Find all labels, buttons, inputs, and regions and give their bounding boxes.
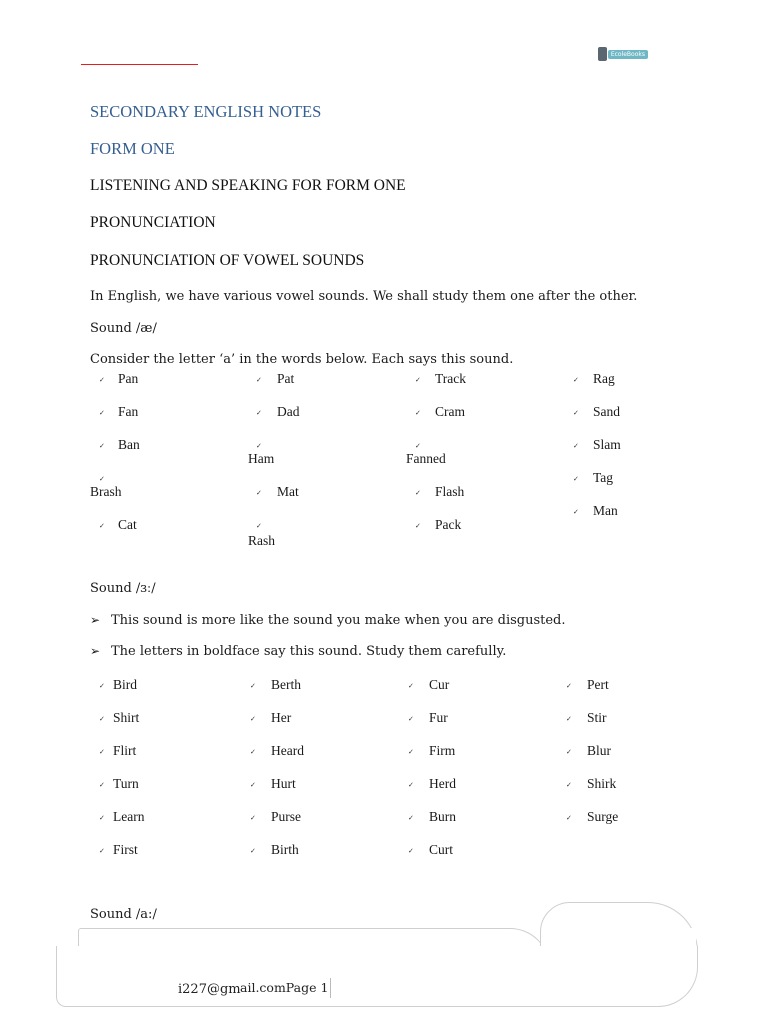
word-item: Cram: [435, 404, 465, 419]
tick-icon: ✓: [573, 442, 579, 450]
word-item: Learn: [113, 809, 145, 824]
page-title: SECONDARY ENGLISH NOTES: [90, 102, 322, 121]
tick-icon: ✓: [566, 682, 572, 690]
sound3-label: Sound /a:/: [90, 907, 157, 922]
word-item: Dad: [277, 404, 300, 419]
word-item: Hurt: [271, 776, 296, 791]
word-item: Fur: [429, 710, 448, 725]
word-item: Purse: [271, 809, 301, 824]
word-item: Heard: [271, 743, 304, 758]
word-item: Brash: [90, 484, 122, 499]
tick-icon: ✓: [99, 748, 105, 756]
tick-icon: ✓: [99, 376, 105, 384]
tick-icon: ✓: [99, 682, 105, 690]
word-item: Herd: [429, 776, 456, 791]
tick-icon: ✓: [408, 715, 414, 723]
tick-icon: ✓: [566, 814, 572, 822]
sound1-label: Sound /æ/: [90, 321, 157, 336]
topic-heading: LISTENING AND SPEAKING FOR FORM ONE: [90, 177, 406, 194]
word-item: Flash: [435, 484, 465, 499]
tick-icon: ✓: [99, 814, 105, 822]
tick-icon: ✓: [573, 475, 579, 483]
word-item: Cat: [118, 517, 137, 532]
arrow-bullet-icon: ➢: [90, 613, 101, 627]
word-item: Berth: [271, 677, 301, 692]
sound2-bullet: The letters in boldface say this sound. Study them carefully.: [111, 644, 507, 659]
sound1-instruction: Consider the letter ‘a’ in the words below. Each says this sound.: [90, 352, 514, 367]
word-item: Pert: [587, 677, 609, 692]
word-item: Shirk: [587, 776, 617, 791]
word-item: Shirt: [113, 710, 140, 725]
word-item: Burn: [429, 809, 456, 824]
form-heading: FORM ONE: [90, 139, 175, 158]
word-item: Ban: [118, 437, 140, 452]
header-red-rule: [81, 64, 198, 65]
word-item: Track: [435, 371, 467, 386]
tick-icon: ✓: [250, 814, 256, 822]
tick-icon: ✓: [573, 376, 579, 384]
tick-icon: ✓: [99, 409, 105, 417]
section-heading: PRONUNCIATION OF VOWEL SOUNDS: [90, 252, 365, 269]
tick-icon: ✓: [250, 781, 256, 789]
tick-icon: ✓: [408, 748, 414, 756]
word-item: Ham: [248, 451, 275, 466]
intro-paragraph: In English, we have various vowel sounds. We shall study them one after the other.: [90, 289, 638, 304]
tick-icon: ✓: [250, 748, 256, 756]
tick-icon: ✓: [256, 522, 262, 530]
word-item: Pack: [435, 517, 462, 532]
word-item: Rash: [248, 533, 275, 548]
word-item: Her: [271, 710, 292, 725]
tick-icon: ✓: [415, 442, 421, 450]
tick-icon: ✓: [256, 489, 262, 497]
tick-icon: ✓: [408, 682, 414, 690]
word-item: Surge: [587, 809, 619, 824]
word-item: Mat: [277, 484, 299, 499]
word-item: Turn: [113, 776, 139, 791]
tick-icon: ✓: [250, 715, 256, 723]
tick-icon: ✓: [99, 715, 105, 723]
logo-text: EcoleBooks: [608, 50, 648, 59]
ecolebooks-logo: [598, 46, 648, 62]
tick-icon: ✓: [250, 847, 256, 855]
word-item: Tag: [593, 470, 614, 485]
word-item: Pat: [277, 371, 295, 386]
word-item: Man: [593, 503, 618, 518]
tick-icon: ✓: [573, 409, 579, 417]
tick-icon: ✓: [415, 376, 421, 384]
tick-icon: ✓: [408, 814, 414, 822]
word-item: Birth: [271, 842, 299, 857]
footer-email-fragment: i227@gm: [178, 982, 241, 997]
tick-icon: ✓: [256, 376, 262, 384]
tick-icon: ✓: [99, 781, 105, 789]
tick-icon: ✓: [573, 508, 579, 516]
tick-icon: ✓: [408, 781, 414, 789]
tick-icon: ✓: [99, 522, 105, 530]
tick-icon: ✓: [415, 522, 421, 530]
tick-icon: ✓: [415, 409, 421, 417]
tick-icon: ✓: [256, 442, 262, 450]
word-item: Slam: [593, 437, 621, 452]
tick-icon: ✓: [566, 748, 572, 756]
tick-icon: ✓: [99, 442, 105, 450]
word-item: Blur: [587, 743, 612, 758]
tick-icon: ✓: [408, 847, 414, 855]
tick-icon: ✓: [566, 781, 572, 789]
word-item: Fan: [118, 404, 139, 419]
tick-icon: ✓: [99, 847, 105, 855]
word-item: Stir: [587, 710, 607, 725]
word-item: Sand: [593, 404, 620, 419]
word-item: Rag: [593, 371, 615, 386]
subtopic-heading: PRONUNCIATION: [90, 214, 216, 231]
word-item: Flirt: [113, 743, 137, 758]
tick-icon: ✓: [566, 715, 572, 723]
word-item: First: [113, 842, 138, 857]
word-item: Cur: [429, 677, 450, 692]
sound2-label: Sound /ɜː/: [90, 581, 156, 596]
book-icon: [598, 47, 607, 61]
word-item: Firm: [429, 743, 456, 758]
tick-icon: ✓: [415, 489, 421, 497]
tick-icon: ✓: [99, 475, 105, 483]
word-item: Curt: [429, 842, 454, 857]
word-item: Bird: [113, 677, 138, 692]
footer-page-number: ail.comPage 1: [240, 980, 329, 995]
word-item: Fanned: [406, 451, 446, 466]
arrow-bullet-icon: ➢: [90, 644, 101, 658]
tick-icon: ✓: [250, 682, 256, 690]
tick-icon: ✓: [256, 409, 262, 417]
sound2-bullet: This sound is more like the sound you make when you are disgusted.: [111, 613, 566, 628]
word-item: Pan: [118, 371, 139, 386]
